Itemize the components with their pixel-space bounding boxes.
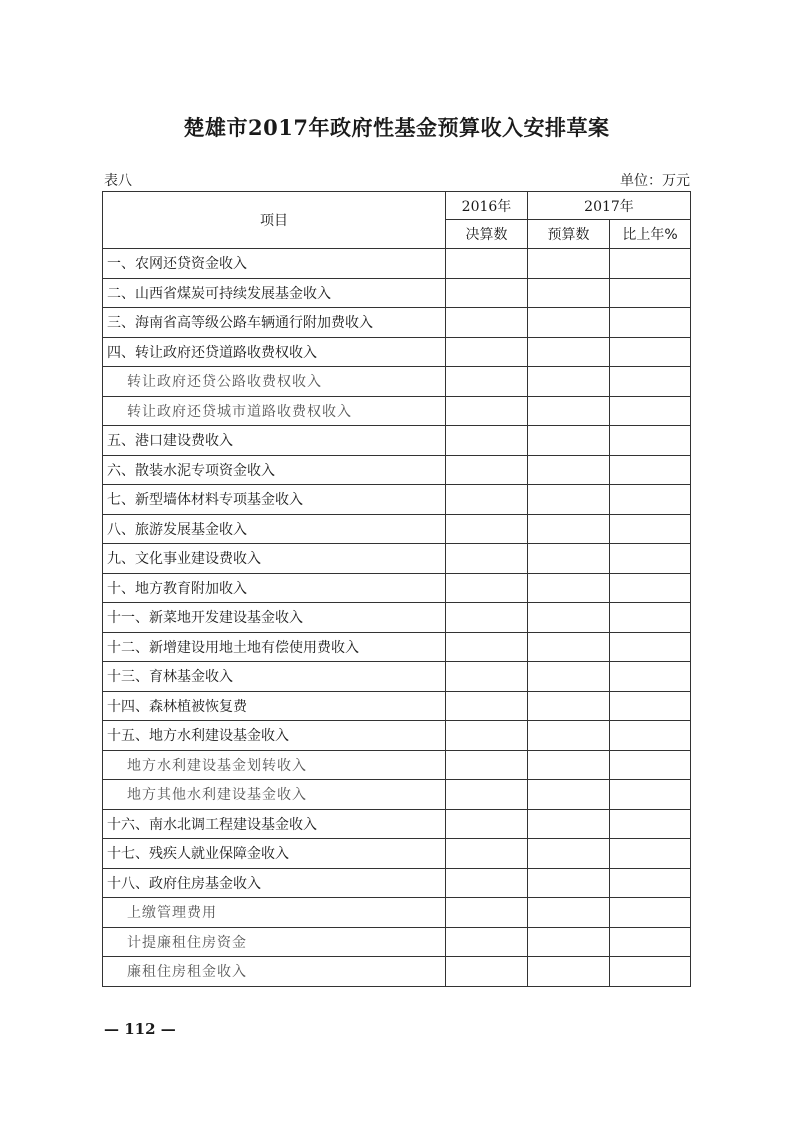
vs-last-year-cell [610, 868, 691, 898]
vs-last-year-cell [610, 957, 691, 987]
row-label: 转让政府还贷城市道路收费权收入 [103, 396, 446, 426]
final-accounts-cell [446, 750, 528, 780]
budget-cell [528, 662, 610, 692]
row-label: 上缴管理费用 [103, 898, 446, 928]
table-row [103, 485, 691, 515]
row-label: 七、新型墙体材料专项基金收入 [103, 485, 446, 515]
table-row [103, 868, 691, 898]
row-label: 十三、育林基金收入 [103, 662, 446, 692]
header-row-1 [103, 192, 691, 220]
final-accounts-cell [446, 278, 528, 308]
row-label: 一、农网还贷资金收入 [103, 249, 446, 279]
final-accounts-cell [446, 603, 528, 633]
vs-last-year-cell [610, 927, 691, 957]
table-row [103, 573, 691, 603]
header-2016: 2016年 [446, 192, 528, 220]
budget-cell [528, 780, 610, 810]
row-label: 九、文化事业建设费收入 [103, 544, 446, 574]
table-row [103, 278, 691, 308]
final-accounts-cell [446, 337, 528, 367]
row-label: 地方其他水利建设基金收入 [103, 780, 446, 810]
row-label: 十、地方教育附加收入 [103, 573, 446, 603]
budget-cell [528, 455, 610, 485]
vs-last-year-cell [610, 308, 691, 338]
final-accounts-cell [446, 396, 528, 426]
final-accounts-cell [446, 367, 528, 397]
table-row [103, 839, 691, 869]
table-row [103, 898, 691, 928]
table-row [103, 603, 691, 633]
row-label: 八、旅游发展基金收入 [103, 514, 446, 544]
table-row [103, 455, 691, 485]
final-accounts-cell [446, 573, 528, 603]
row-label: 四、转让政府还贷道路收费权收入 [103, 337, 446, 367]
row-label: 十二、新增建设用地土地有偿使用费收入 [103, 632, 446, 662]
budget-cell [528, 396, 610, 426]
unit-label: 单位：万元 [620, 173, 690, 189]
final-accounts-cell [446, 662, 528, 692]
table-row [103, 721, 691, 751]
final-accounts-cell [446, 455, 528, 485]
budget-cell [528, 632, 610, 662]
table-label: 表八 [104, 173, 132, 189]
vs-last-year-cell [610, 249, 691, 279]
final-accounts-cell [446, 514, 528, 544]
budget-cell [528, 573, 610, 603]
row-label: 十六、南水北调工程建设基金收入 [103, 809, 446, 839]
header-final-accounts: 决算数 [446, 220, 528, 249]
table-row [103, 750, 691, 780]
row-label: 六、散装水泥专项资金收入 [103, 455, 446, 485]
final-accounts-cell [446, 839, 528, 869]
budget-cell [528, 927, 610, 957]
final-accounts-cell [446, 927, 528, 957]
final-accounts-cell [446, 308, 528, 338]
vs-last-year-cell [610, 396, 691, 426]
budget-cell [528, 957, 610, 987]
vs-last-year-cell [610, 809, 691, 839]
budget-cell [528, 249, 610, 279]
budget-cell [528, 868, 610, 898]
table-row [103, 957, 691, 987]
table-row [103, 514, 691, 544]
row-label: 五、港口建设费收入 [103, 426, 446, 456]
row-label: 十一、新菜地开发建设基金收入 [103, 603, 446, 633]
row-label: 十五、地方水利建设基金收入 [103, 721, 446, 751]
header-item: 项目 [103, 192, 446, 249]
budget-cell [528, 278, 610, 308]
budget-table [102, 191, 691, 987]
table-row [103, 396, 691, 426]
table-row [103, 544, 691, 574]
budget-cell [528, 426, 610, 456]
row-label: 十七、残疾人就业保障金收入 [103, 839, 446, 869]
row-label: 三、海南省高等级公路车辆通行附加费收入 [103, 308, 446, 338]
final-accounts-cell [446, 426, 528, 456]
vs-last-year-cell [610, 544, 691, 574]
row-label: 二、山西省煤炭可持续发展基金收入 [103, 278, 446, 308]
table-row [103, 367, 691, 397]
final-accounts-cell [446, 780, 528, 810]
table-row [103, 691, 691, 721]
budget-cell [528, 337, 610, 367]
vs-last-year-cell [610, 426, 691, 456]
table-row [103, 426, 691, 456]
final-accounts-cell [446, 957, 528, 987]
vs-last-year-cell [610, 485, 691, 515]
vs-last-year-cell [610, 898, 691, 928]
page-title: 楚雄市2017年政府性基金预算收入安排草案 [183, 115, 610, 140]
row-label: 十八、政府住房基金收入 [103, 868, 446, 898]
final-accounts-cell [446, 691, 528, 721]
vs-last-year-cell [610, 337, 691, 367]
budget-cell [528, 514, 610, 544]
vs-last-year-cell [610, 455, 691, 485]
row-label: 计提廉租住房资金 [103, 927, 446, 957]
table-row [103, 662, 691, 692]
budget-cell [528, 839, 610, 869]
final-accounts-cell [446, 249, 528, 279]
final-accounts-cell [446, 544, 528, 574]
budget-cell [528, 691, 610, 721]
table-row [103, 308, 691, 338]
table-row [103, 809, 691, 839]
header-vs-last-year: 比上年% [610, 220, 691, 249]
final-accounts-cell [446, 485, 528, 515]
vs-last-year-cell [610, 573, 691, 603]
vs-last-year-cell [610, 750, 691, 780]
budget-cell [528, 485, 610, 515]
vs-last-year-cell [610, 632, 691, 662]
final-accounts-cell [446, 898, 528, 928]
table-row [103, 632, 691, 662]
budget-cell [528, 367, 610, 397]
row-label: 转让政府还贷公路收费权收入 [103, 367, 446, 397]
vs-last-year-cell [610, 603, 691, 633]
vs-last-year-cell [610, 839, 691, 869]
budget-cell [528, 721, 610, 751]
vs-last-year-cell [610, 278, 691, 308]
budget-cell [528, 809, 610, 839]
final-accounts-cell [446, 721, 528, 751]
vs-last-year-cell [610, 662, 691, 692]
final-accounts-cell [446, 809, 528, 839]
table-row [103, 249, 691, 279]
vs-last-year-cell [610, 691, 691, 721]
budget-cell [528, 750, 610, 780]
vs-last-year-cell [610, 780, 691, 810]
table-row [103, 337, 691, 367]
final-accounts-cell [446, 632, 528, 662]
page-number: — 112 — [104, 1020, 176, 1038]
table-row [103, 780, 691, 810]
row-label: 廉租住房租金收入 [103, 957, 446, 987]
budget-cell [528, 544, 610, 574]
row-label: 十四、森林植被恢复费 [103, 691, 446, 721]
vs-last-year-cell [610, 514, 691, 544]
header-budget: 预算数 [528, 220, 610, 249]
table-row [103, 927, 691, 957]
header-2017: 2017年 [528, 192, 691, 220]
budget-cell [528, 898, 610, 928]
vs-last-year-cell [610, 721, 691, 751]
vs-last-year-cell [610, 367, 691, 397]
budget-cell [528, 308, 610, 338]
row-label: 地方水利建设基金划转收入 [103, 750, 446, 780]
budget-cell [528, 603, 610, 633]
final-accounts-cell [446, 868, 528, 898]
